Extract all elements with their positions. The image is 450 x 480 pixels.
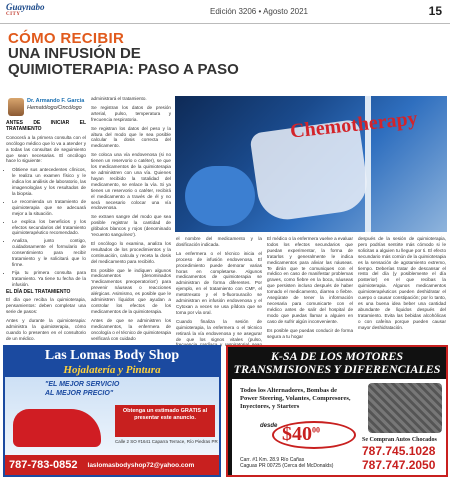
list-item: • Le explica los beneficios y los efectos secundarios del tratamiento quimioterapéutico recomendado. — [12, 219, 86, 237]
page-header — [0, 0, 450, 24]
paragraph: Conocerá a la primera consulta con el oncólogo médico que lo va a atender y a todas las consultas de seguimiento que sean necesarias. El oncólogo hace lo siguiente: — [6, 134, 86, 164]
ad-business-name: Las Lomas Body Shop — [44, 348, 180, 363]
paragraph: Se extraen sangre del modo que sea posible registrar la cantidad de glóbulos blancos y rojos (denominado 'recuento sanguíneo'). — [91, 214, 171, 238]
ad-service-line: Todos los Alternadores, Bombas de — [240, 387, 337, 394]
paragraph: El médico o la enfermera vuelve a evaluar todos los efectos secundarios que puedan experimentar, la forma de tratarlos y generalmente le indica medicamentos para aliviar las náuseas. Te dirán que te comuniques con el médico en caso de manifestar problemas graves, como fiebre en la boca, náuseas que persisten incluso después de haber tomado el medicamento, diarrea o fiebre. Asegúrate de tener la información necesaria para comunicarte con el médico antes de salir del hospital de modo que puedas llamar a alguien en caso de sufrir algún inconveniente. — [267, 236, 353, 324]
paragraph: Es posible que le indiquen algunos medicamentos (denominados 'medicamentos preoperatorios') para prevenir náuseas o reacciones alérgicas. Asimismo, es posible que le administren líquidos que ayudan a controlar los efectos de los medicamentos de la quimioterapia. — [91, 267, 171, 314]
logo-subtext: CITY — [6, 12, 21, 17]
paragraph: Antes de que se administren los medicamentos, la enfermera de oncología o el técnico de quimioterapia verificará con cuidado — [91, 317, 171, 341]
paragraph: El oncólogo lo examina, analiza los resultados de los procedimientos y la continuación, calcula y receta la dosis del medicamento para recibirlo. — [91, 240, 171, 264]
author-name: Dr. Armando F. Garcia — [27, 98, 85, 104]
bullet-list — [6, 167, 86, 287]
motors-ad[interactable] — [226, 345, 448, 477]
publication-logo — [6, 3, 45, 19]
ad-slogan-line-1: "EL MEJOR SERVICIO — [45, 381, 120, 388]
article-column-1 — [6, 119, 86, 341]
list-item: • Analiza, junto contigo, cuidadosamente el formulario de consentimiento para recibir tratamiento y le solicitará que lo firme. — [12, 238, 86, 268]
photo-label: Chemotherapy — [289, 107, 419, 143]
edition-label: Edición 3206 • Agosto 2021 — [210, 7, 308, 16]
author-byline — [27, 98, 84, 112]
list-item: • Fija tu primera consulta para tratamiento. Ya tiene tu fecha de la infusión. — [12, 270, 86, 288]
ad-business-subtitle: Hojalatería y Pintura — [63, 364, 161, 376]
engine-image — [368, 383, 442, 433]
ad-phone[interactable]: 787-783-0852 — [9, 459, 78, 471]
ad-title-line-2: TRANSMISIONES Y DIFERENCIALES — [233, 362, 441, 376]
ad-slogan-line-2: AL MEJOR PRECIO" — [45, 390, 114, 397]
ad-tagline: Se Compran Autos Chocados — [362, 437, 437, 443]
ad-promo-box: Obtenga un estimado GRATIS al presentar este anuncio. — [115, 405, 215, 437]
author-role: Hematólogo/Oncólogo — [27, 105, 82, 111]
body-shop-ad[interactable] — [3, 345, 221, 477]
ad-address — [240, 457, 333, 469]
section-heading: ANTES DE INICIAR EL TRATAMIENTO — [6, 120, 86, 132]
article-column-2 — [91, 96, 171, 341]
list-item: • Obtiene sus antecedentes clínicos, le realiza un examen físico y le indica los análisis de laboratorio, las imagenologías y los resultados de la biopsia. — [12, 167, 86, 197]
paragraph: La enfermera o el técnico inicia el proceso de infusión endovenosa. El procedimiento puede demorar varias horas en completarse. Algunos medicamentos de quimioterapia se administran de forma diferentes. Por ejemplo, en el tratamiento con CMF, el metotrexato y el 5-fluorouracilo se administran en infusión endovenosa y el Cytoxan a veces se usa píldora que se toma por vía oral. — [176, 250, 262, 315]
article-title: UNA INFUSIÓN DE QUIMIOTERAPIA: PASO A PASO — [8, 45, 239, 78]
paragraph: Es posible que puedas conducir de forma segura a tu hogar — [267, 327, 353, 339]
ad-phone-1[interactable]: 787.745.1028 — [362, 444, 436, 458]
price-amount: $40 — [282, 423, 312, 445]
paragraph: El día que reciba la quimioterapia, pensamientos: deben completar una serie de pasos: — [6, 297, 86, 315]
article-column-4 — [267, 236, 353, 341]
ad-title — [228, 347, 446, 376]
ad-title-line-1: K-SA DE LOS MOTORES — [270, 349, 404, 363]
ad-address-line: Caguas PR 00725 (Cerca del McDonalds) — [240, 463, 334, 469]
price-cents: 00 — [312, 425, 320, 435]
ad-service-line: Power Steering, Volantes, Compresores, — [240, 395, 351, 402]
paragraph: después de la sesión de quimioterapia, pero podrías sentirte más cómodo si le solicitas a alguien tu llegue por ti. El efecto secundario más común de la quimioterapia es la sensación de agotamiento extremo, tiempo. Deberías tratar de descansar el resto del día (y posiblemente el día posterior) en el que recibas la quimioterapia. Algunos medicamentos quimioterapéuticos pueden deshidratar el cuerpo o causar constipación; por lo tanto, es una buena idea beber una cantidad abundante de líquidos después del tratamiento. Evita las bebidas alcohólicas o con cafeína porque pueden causar mayor deshidratación. — [358, 236, 446, 330]
glove-shape — [185, 166, 255, 226]
page-number: 15 — [428, 4, 442, 18]
ad-services — [240, 387, 351, 411]
paragraph: Se registran los datos del peso y la altura del modo que le sea posible calcular la dosis correcta del medicamento. — [91, 125, 171, 149]
article-kicker: CÓMO RECIBIR — [8, 30, 125, 47]
ad-header — [5, 347, 219, 377]
price — [282, 423, 320, 446]
paragraph: Cuando finaliza la sesión de quimioterapia, la enfermera o el técnico retirará la vía endovenosa y se asegurar de que los signos vitales (pulso, y — [176, 318, 262, 348]
logo-text: Guaynabo — [6, 2, 45, 12]
car-image — [13, 409, 101, 447]
ad-address: Calle 2 SO #1641 Caparra Terrace, Río Piedras PR — [115, 439, 218, 444]
ad-address-line: Carr. #1 Km. 28.9 Río Cañas — [240, 457, 305, 463]
paragraph: el nombre del medicamento y la dosificación indicada. — [176, 236, 262, 247]
ad-email[interactable]: laslomasbodyshop72@yahoo.com — [87, 461, 195, 469]
ad-service-line: Inyectores, y Starters — [240, 403, 300, 410]
author-avatar — [8, 98, 24, 116]
ad-contact-bar — [5, 455, 219, 475]
section-heading: EL DÍA DEL TRATAMIENTO — [6, 288, 71, 295]
paragraph: Se coloca una vía endovenosa (si no tienen un reservorio o catéter), se que los medicamentos de la quimioterapia se administren con una vía. Quienes hayan recibido la totalidad del medicamento, se enlace la vía. Si ya tienes un reservorio o catéter, recibirá el medicamento a través de él y no será necesario colocar una vía endovenosa. — [91, 152, 171, 211]
chemotherapy-photo — [175, 96, 447, 232]
paragraph: Antes y durante la quimioterapia: administra la quimioterapia, cómo cuando lo presenten en el consultorio de un médico. — [6, 318, 86, 341]
price-prefix: desde — [260, 423, 278, 429]
ad-phone-2[interactable]: 787.747.2050 — [362, 458, 436, 472]
paragraph: Se registran los datos de presión arterial, pulso, temperatura y frecuencia respiratoria. — [91, 104, 171, 122]
paragraph: administrará el tratamiento. — [91, 96, 147, 101]
article-column-5 — [358, 236, 446, 341]
list-item: • Le recomienda un tratamiento de quimioterapia que se adecuará mejor a la situación. — [12, 199, 86, 217]
ad-body — [232, 379, 446, 475]
article-column-3 — [176, 236, 262, 348]
